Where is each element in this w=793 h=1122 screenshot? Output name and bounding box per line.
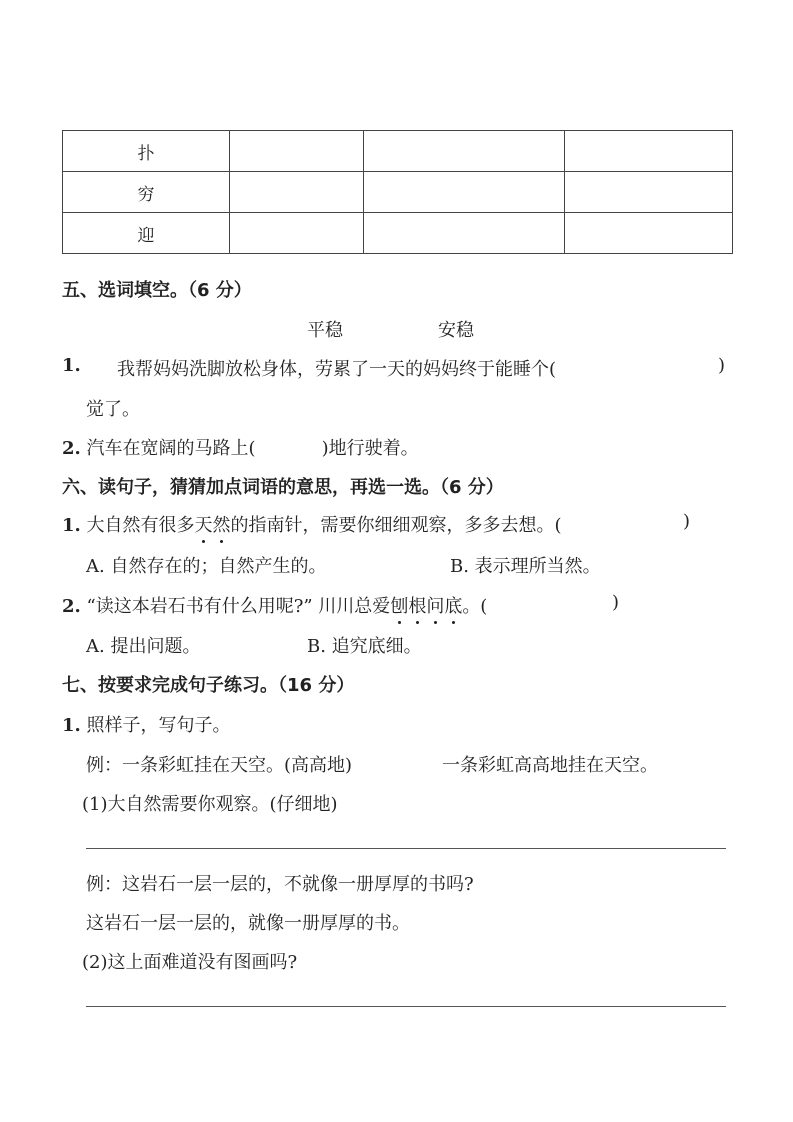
question-text: 照样子，写句子。 [86,715,231,736]
table-answer-cell[interactable] [565,213,733,254]
dotted-char: 底 [444,596,463,617]
table-row [63,131,733,172]
table-char-cell: 穷 [63,172,230,213]
dotted-char: 刨 [390,596,409,617]
question-text: 的指南针，需要你细细观察，多多去想。( [230,515,562,536]
option-a[interactable]: A. 提出问题。 [86,636,201,657]
example-sentence: 例：这岩石一层一层的，不就像一册厚厚的书吗? [86,874,474,895]
table-answer-cell[interactable] [230,172,364,213]
answer-line[interactable] [86,1006,726,1007]
dotted-char: 问 [426,596,445,617]
table-answer-cell[interactable] [364,213,565,254]
question-line [62,434,419,460]
section5-heading: 五、选词填空。（6 分） [62,280,252,301]
word-option: 平稳 [307,320,343,341]
option-a[interactable]: A. 自然存在的；自然产生的。 [86,556,327,577]
question-line [62,711,231,737]
exercise-item: (2)这上面难道没有图画吗? [82,952,298,973]
table-char-cell: 迎 [63,213,230,254]
table-answer-cell[interactable] [364,131,565,172]
question-number: 2. [62,596,81,617]
question-number: 2. [62,438,81,459]
answer-line[interactable] [86,848,726,849]
character-table [62,130,733,254]
question-text: 大自然有很多 [86,515,195,536]
question-text: 。( [462,596,488,617]
answer-paren-close: ) [718,355,726,376]
question-number: 1. [62,515,81,536]
table-char-cell: 扑 [63,131,230,172]
question-text: “读这本岩石书有什么用呢?” 川川总爱 [86,596,391,617]
question-text-continued: 觉了。 [86,399,140,420]
table-row [63,213,733,254]
table-answer-cell[interactable] [364,172,565,213]
table-answer-cell[interactable] [230,213,364,254]
question-number: 1. [62,355,81,376]
section7-heading: 七、按要求完成句子练习。（16 分） [62,675,355,696]
option-b[interactable]: B. 追究底细。 [307,636,422,657]
question-text: 汽车在宽阔的马路上( [86,438,256,459]
table-answer-cell[interactable] [230,131,364,172]
question-number: 1. [62,715,81,736]
dotted-char: 根 [408,596,427,617]
word-option: 安稳 [438,320,474,341]
table-answer-cell[interactable] [565,131,733,172]
dotted-char: 天 [194,515,213,536]
question-text: 我帮妈妈洗脚放松身体，劳累了一天的妈妈终于能睡个( [117,359,557,380]
question-line [62,511,562,537]
answer-paren-close: ) [683,511,691,532]
table-answer-cell[interactable] [565,172,733,213]
example-sentence: 例：一条彩虹挂在天空。(高高地) [86,755,353,776]
section6-heading: 六、读句子，猜猜加点词语的意思，再选一选。（6 分） [62,477,504,498]
table-row [63,172,733,213]
example-answer: 这岩石一层一层的，就像一册厚厚的书。 [86,913,410,934]
option-b[interactable]: B. 表示理所当然。 [450,556,601,577]
dotted-char: 然 [212,515,231,536]
exercise-item: (1)大自然需要你观察。(仔细地) [82,794,338,815]
example-answer: 一条彩虹高高地挂在天空。 [442,755,658,776]
question-text: )地行驶着。 [321,438,419,459]
answer-paren-close: ) [612,592,620,613]
question-line [62,592,487,618]
